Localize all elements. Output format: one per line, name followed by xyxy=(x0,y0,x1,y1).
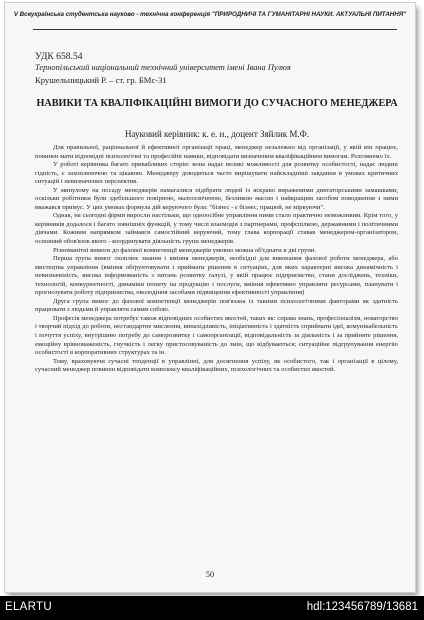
header-divider xyxy=(33,29,397,30)
author-line: Крушельницький Р. – ст. гр. БМс-31 xyxy=(35,75,167,85)
paragraph: Для правильної, раціональної й ефективної організації праці, менеджер незалежно від організації, у якій він працює, повинен мати відповідні психологічні та професійні навики, відповідати визначеним кваліфікаційним вимогам. Розглянемо їх. xyxy=(35,144,398,160)
handle-link[interactable]: hdl:123456789/13681 xyxy=(306,601,418,613)
paragraph: Тому, враховуючи сучасні тенденції в управлінні, для досягнення успіху, як особистого, так і організації в цілому, сучасний менеджер повинен відповідати комплексу кваліфікаційних, психологічних та особистих якостей. xyxy=(35,357,398,374)
paragraph: Друга група вимог до фахової компетенції менеджерів пов'язана із такими психологічними факторами як здатність працювати з людьми й управляти самим собою. xyxy=(35,297,398,314)
page-number: 50 xyxy=(205,570,215,579)
university-name: Тернопільський національний технічний університет імені Івана Пулюя xyxy=(35,63,291,72)
article-title: НАВИКИ ТА КВАЛІФІКАЦІЙНІ ВИМОГИ ДО СУЧАСНОГО МЕНЕДЖЕРА xyxy=(36,98,398,109)
paragraph: У роботі керівника багато привабливих сторін: вона надає великі можливості для розвитку особистості, надає людині гідність, є захоплюючою та цікавою. Менеджеру доводиться часто вирішувати найскладніші завдання в умовах критичних ситуацій і невизначених перспектив. xyxy=(35,161,398,186)
udc-code: УДК 658.54 xyxy=(35,51,83,62)
paragraph: Перша група вимог охоплює знання і вміння менеджерів, необхідні для виконання фахової роботи менеджера, або мистецтва управління (вміння обґрунтовувати і приймати рішення в ситуаціях, для яких характерні висока динамічність і невизначеність, висока інформованість з питань розвитку галузі, у якій працює підприємство, стани досліджень, техніки, технологій, конкурентності, динаміки попиту на продукцію і послуги, вміння ефективно управляти ресурсами, планувати і прогнозувати роботу підприємства, оволодіння засобами підвищення ефективності управління) xyxy=(35,255,398,297)
repository-footer xyxy=(0,596,424,620)
document-page xyxy=(5,3,415,592)
supervisor-line: Науковий керівник: к. е. н., доцент Зяйлик М.Ф. xyxy=(124,129,310,139)
paragraph: Однак, на сьогодні фірми виросли настільки, що одноосібне управління ними стало практично неможливим. Крім того, у керівників додалося і багато зовнішніх функцій, у тому числі взаємодія з партнерами, профспілкою, державними і політичними діячами. Кожним напрямком займався самостійний керуючий, тому глава корпорації ставав менеджером-організатором, основний обов'язок якого - координувати діяльність групи менеджерів. xyxy=(35,212,398,246)
article-body xyxy=(35,144,398,375)
paragraph: Професія менеджера потребує також відповідних особистих якостей, таких як: справа знань, професіоналізм, новаторство і творчий підхід до роботи, нестандартне мислення, винахідливість, ініціативність і здатність сприймати ідеї, комунікабельність і почуття успіху, внутрішню потребу до саморозвитку і самоорганізації, відповідальність за діяльність і за прийняте рішення, емоційну врівноваженість, гнучкість і легку пристосовуваність до змін, що відбуваються; ситуаційне підгрупування енергію особистості в корпоративних структурах та ін. xyxy=(35,314,398,357)
conference-header: V Всеукраїнська студентська науково - технічна конференція "ПРИРОДНИЧІ ТА ГУМАНІТАРНІ НАУКИ. АКТУАЛЬНІ ПИТАННЯ" xyxy=(13,11,407,18)
paragraph: Різноманітні вимоги до фахової компетенції менеджерів умовно можна об'єднати в дві групи. xyxy=(53,246,316,254)
paragraph: У минулому на посаду менеджерів намагалися підібрати людей із яскраво вираженими диктаторськими замашками, оскільки робітники були здебільшого покірною, малоосвіченою, безликою масою і найкращим засобом поводження з ними вважався примус. У цих умовах формула дій керуючого була: "бізнес - є бізнес, працюй, не міркуючи". xyxy=(35,186,398,211)
repository-name: ELARTU xyxy=(5,601,52,613)
